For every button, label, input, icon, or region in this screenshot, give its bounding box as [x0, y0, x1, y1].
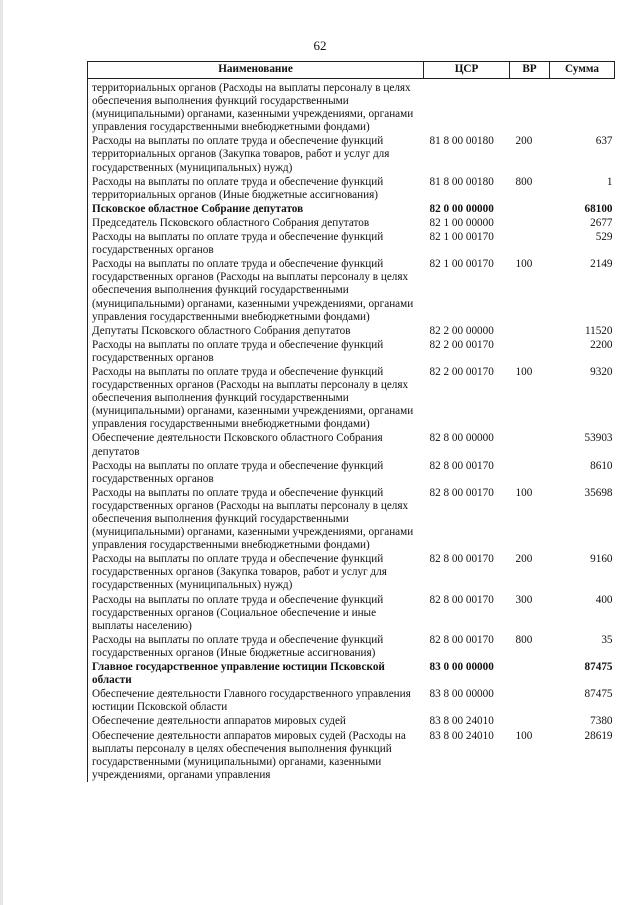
row-csr: 82 1 00 00000: [429, 216, 494, 229]
row-sum: 11520: [584, 324, 613, 337]
table-row: [88, 552, 615, 592]
row-vr: 100: [515, 365, 533, 378]
row-sum: 87475: [584, 688, 613, 701]
row-vr: [510, 714, 550, 728]
row-sum: 35698: [584, 486, 613, 499]
row-sum: 9320: [590, 365, 613, 378]
table-row: [88, 687, 615, 714]
row-name: Расходы на выплаты по оплате труда и обеспечение функций государственных органов (Расходы на выплаты персоналу в целях обеспечения выполнения функций государственными (муниципальными) органами, казенными учреждениями, органами управления государственными внебюджетными фондами): [88, 257, 424, 323]
row-vr: 800: [515, 633, 533, 646]
row-csr: 82 2 00 00170: [429, 365, 494, 378]
scan-edge: [0, 0, 3, 905]
row-sum: 9160: [590, 553, 613, 566]
row-name: Псковское областное Собрание депутатов: [88, 202, 424, 216]
row-name: Расходы на выплаты по оплате труда и обеспечение функций государственных органов: [88, 230, 424, 257]
row-csr: 81 8 00 00180: [429, 135, 494, 148]
row-vr: 800: [515, 175, 533, 188]
row-vr: [510, 687, 550, 714]
row-vr: [510, 324, 550, 338]
row-sum: 400: [595, 593, 613, 606]
row-vr: [510, 230, 550, 257]
row-name: Расходы на выплаты по оплате труда и обеспечение функций территориальных органов (Иные бюджетные ассигнования): [88, 175, 424, 202]
header-name: Наименование: [88, 62, 424, 79]
row-name: Председатель Псковского областного Собрания депутатов: [88, 216, 424, 230]
row-csr: 82 1 00 00170: [429, 231, 494, 244]
row-vr: [510, 202, 550, 216]
row-vr: [510, 431, 550, 458]
row-csr: 83 0 00 00000: [429, 661, 494, 674]
table-row: [88, 729, 615, 782]
row-csr: 83 8 00 24010: [429, 729, 494, 742]
row-sum: 35: [601, 633, 613, 646]
row-csr: 82 2 00 00000: [429, 324, 494, 337]
table-row: [88, 714, 615, 728]
row-sum: 8610: [590, 459, 613, 472]
header-sum: Сумма: [550, 62, 615, 79]
row-name: Расходы на выплаты по оплате труда и обеспечение функций территориальных органов (Закупка товаров, работ и услуг для государственных (муниципальных) нужд): [88, 134, 424, 174]
row-name: Расходы на выплаты по оплате труда и обеспечение функций государственных органов: [88, 338, 424, 365]
row-name: Расходы на выплаты по оплате труда и обеспечение функций государственных органов (Расходы на выплаты персоналу в целях обеспечения выполнения функций государственными (муниципальными) органами, казенными учреждениями, органами управления государственными внебюджетными фондами): [88, 486, 424, 552]
table-row: [88, 324, 615, 338]
row-csr: 82 8 00 00170: [429, 459, 494, 472]
row-vr: 100: [515, 258, 533, 271]
table-row: [88, 134, 615, 174]
row-name: Депутаты Псковского областного Собрания депутатов: [88, 324, 424, 338]
row-vr: 100: [515, 486, 533, 499]
table-row: [88, 216, 615, 230]
row-name: Расходы на выплаты по оплате труда и обеспечение функций государственных органов: [88, 459, 424, 486]
page-number: 62: [313, 38, 327, 53]
row-sum: 53903: [584, 432, 613, 445]
row-name: Обеспечение деятельности Псковского областного Собрания депутатов: [88, 431, 424, 458]
row-vr: [510, 338, 550, 365]
row-sum: 1: [606, 175, 613, 188]
budget-table: [87, 61, 615, 782]
row-vr: [510, 660, 550, 687]
row-csr: 81 8 00 00180: [429, 175, 494, 188]
table-row: [88, 257, 615, 323]
row-sum: 637: [595, 135, 613, 148]
header-csr: ЦСР: [424, 62, 510, 79]
table-row: [88, 459, 615, 486]
row-csr: 83 8 00 24010: [429, 715, 494, 728]
header-vr: ВР: [510, 62, 550, 79]
row-name: Расходы на выплаты по оплате труда и обеспечение функций государственных органов (Закупка товаров, работ и услуг для государственных (муниципальных) нужд): [88, 552, 424, 592]
table-row: [88, 79, 615, 135]
row-csr: [424, 79, 510, 135]
row-csr: 82 8 00 00170: [429, 593, 494, 606]
row-name: Обеспечение деятельности Главного государственного управления юстиции Псковской области: [88, 687, 424, 714]
table-row: [88, 338, 615, 365]
row-sum: 68100: [584, 202, 613, 215]
table-row: [88, 486, 615, 552]
row-vr: 200: [515, 135, 533, 148]
row-csr: 82 8 00 00170: [429, 553, 494, 566]
row-vr: [510, 216, 550, 230]
row-name: Расходы на выплаты по оплате труда и обеспечение функций государственных органов (Иные бюджетные ассигнования): [88, 633, 424, 660]
row-name: территориальных органов (Расходы на выплаты персоналу в целях обеспечения выполнения функций государственными (муниципальными) органами, казенными учреждениями, органами управления государственными внебюджетными фондами): [88, 79, 424, 135]
row-vr: [510, 459, 550, 486]
row-sum: 28619: [584, 729, 613, 742]
table-row: [88, 633, 615, 660]
row-vr: [510, 79, 550, 135]
table-row: [88, 230, 615, 257]
row-csr: 82 2 00 00170: [429, 338, 494, 351]
table-row: [88, 593, 615, 633]
table-row: [88, 365, 615, 431]
row-csr: 82 1 00 00170: [429, 258, 494, 271]
row-name: Расходы на выплаты по оплате труда и обеспечение функций государственных органов (Социальное обеспечение и иные выплаты населению): [88, 593, 424, 633]
row-csr: 83 8 00 00000: [429, 688, 494, 701]
row-vr: 200: [515, 553, 533, 566]
table-body: [88, 79, 615, 782]
row-csr: 82 8 00 00170: [429, 486, 494, 499]
row-sum: [550, 79, 615, 135]
row-csr: 82 8 00 00000: [429, 432, 494, 445]
table-row: [88, 175, 615, 202]
table-row: [88, 431, 615, 458]
table-header-row: [88, 62, 615, 79]
row-sum: 87475: [584, 661, 613, 674]
row-sum: 2677: [590, 216, 613, 229]
row-csr: 82 8 00 00170: [429, 633, 494, 646]
row-sum: 7380: [590, 715, 613, 728]
table-row: [88, 660, 615, 687]
row-name: Обеспечение деятельности аппаратов мировых судей (Расходы на выплаты персоналу в целях обеспечения выполнения функций государственными (муниципальными) органами, казенными учреждениями, органами управления: [88, 729, 424, 782]
row-sum: 529: [595, 231, 613, 244]
row-name: Расходы на выплаты по оплате труда и обеспечение функций государственных органов (Расходы на выплаты персоналу в целях обеспечения выполнения функций государственными (муниципальными) органами, казенными учреждениями, органами управления государственными внебюджетными фондами): [88, 365, 424, 431]
row-sum: 2149: [590, 258, 613, 271]
row-sum: 2200: [590, 338, 613, 351]
row-name: Обеспечение деятельности аппаратов мировых судей: [88, 714, 424, 728]
row-vr: 100: [515, 729, 533, 742]
row-vr: 300: [515, 593, 533, 606]
row-name: Главное государственное управление юстиции Псковской области: [88, 660, 424, 687]
row-csr: 82 0 00 00000: [429, 202, 494, 215]
table-row: [88, 202, 615, 216]
